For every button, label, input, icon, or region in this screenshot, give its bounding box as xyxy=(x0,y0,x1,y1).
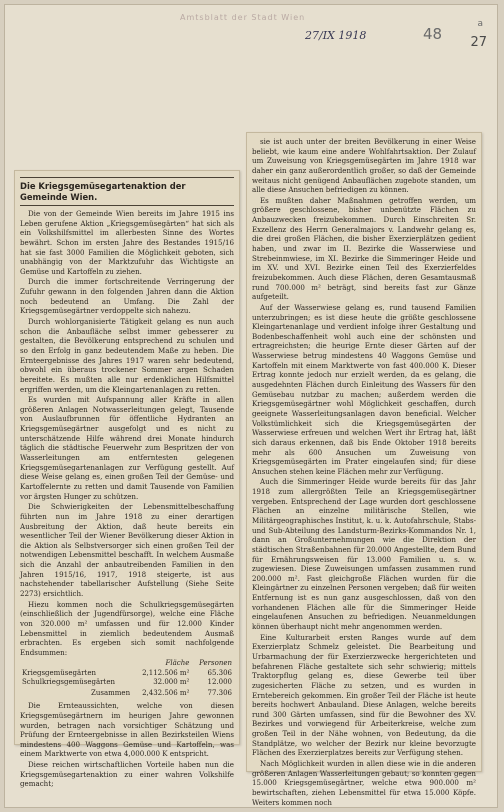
row-label: Schulkriegsgemüsegärten xyxy=(22,678,115,687)
table-row xyxy=(20,669,234,678)
paragraph: Eine Kulturarbeit ersten Ranges wurde auf dem Exerzierplatz Schmelz geleistet. Die Bearbeitung und Urbarmachung der für Exerzierzwecke hergerichteten und befahrenen Fläche gestaltete sich sehr schwierig; mittels Traktorpflug gelang es, diese Gewerbe teil über zugesicherten Fläche zu setzen, und es wurden in Erntebereich gekommen. Ein großer Teil der Fläche ist heute bereits hochwert Anbauland. Diese Anlagen, welche bereits rund 300 Gärten umfassen, sind für die Bewohner des XV. Bezirkes und vorwiegend für Arbeiterkreise, welche zum großen Teil in der Nähe wohnen, von Bedeutung, da die Standplätze, wo welcher der Bezirk nur kleine bevorzugte Flächen des Exerzierplatzes bereits zur Verfügung stehen. xyxy=(252,632,476,758)
article-headline: Die Kriegsgemüsegartenaktion der Gemeinde Wien. xyxy=(20,181,186,202)
newspaper-clipping-right xyxy=(246,132,482,807)
total-persons: 77.306 xyxy=(207,688,232,697)
paragraph: sie ist auch unter der breiten Bevölkerung in einer Weise beliebt, wie kaum eine andere Wohlfahrtsaktion. Der Zulauf um Zuweisung von Kriegsgemüsegärten im Jahre 1918 war daher ein ganz außerordentlich großer, so daß der Gemeinde weitaus nicht genügend Anbauflächen zugebote standen, um alle diese Ansuchen befriedigen zu können. xyxy=(252,137,476,195)
paragraph: Es wurden mit Aufspannung aller Kräfte in allen größeren Anlagen Notwasserleitungen gelegt, Tausende von Auslaufbrunnen für öffentliche Hydranten an Kriegsgemüsegärtner ausgefolgt und es nicht zu unterschätzende Hilfe während drei Monate hindurch täglich die städtische Feuerwehr zum Bespritzen der von Wasserleitungen am entferntesten gelegenen Kriegsgemüsegartenanlagen zur Verfügung gestellt. Auf diese Weise gelang es, einen großen Teil der Gemüse- und Kartoffelernte zu retten und damit Tausende von Familien vor ärgsten Hunger zu schützen. xyxy=(20,395,234,501)
table-row xyxy=(20,678,234,687)
table-total-row xyxy=(20,688,234,698)
newspaper-clipping-left xyxy=(14,170,240,789)
headline-rule-top xyxy=(20,177,234,178)
left-article-body xyxy=(20,209,234,657)
right-article-body xyxy=(252,137,476,807)
total-area: 2,432.506 m² xyxy=(142,688,190,697)
paragraph: Durch wohlorganisierte Tätigkeit gelang es nun auch schon die Anbaufläche selbst immer gebesserer zu gestalten, die Bevölkerung entsprechend zu schulen und so den Erfolg in ganz bedeutendem Maße zu heben. Die Ernteergebnisse des Jahres 1917 waren sehr bedeutend, obwohl ein überaus trockener Sommer argen Schaden bereitete. Es mußten alle nur erdenklichen Hilfsmittel ergriffen werden, um die Kleingartenanlagen zu retten. xyxy=(20,317,234,394)
paragraph: Die von der Gemeinde Wien bereits im Jahre 1915 ins Leben gerufene Aktion „Kriegsgemüsegärten“ hat sich als ein Volkshilfsmittel im allerbesten Sinne des Wortes bewährt. Schon im ersten Jahre des Bestandes 1915/16 hat sie fast 3000 Familien die Möglichkeit geboten, sich unabhängig von der Marktzufuhr das Wichtigste an Gemüse und Kartoffeln zu ziehen. xyxy=(20,209,234,276)
headline-rule-bottom xyxy=(20,205,234,206)
paragraph: Auf der Wasserwiese gelang es, rund tausend Familien unterzubringen; es ist diese heute die größte geschlossene Kleingartenanlage und verdient infolge ihrer Gestaltung und Bodenbeschaffenheit wohl auch eine der schönsten und ertragreichsten; die heurige Ernte dieser Gärten auf der Wasserwiese betrug mindestens 40 Waggons Gemüse und Kartoffeln mit einem Marktwerte von fast 400.000 K. Dieser Ertrag konnte jedoch nur erzielt werden, da es gelang, die ausgedehnten Flächen durch Einleitung des Wassers für den Gemüsebau nutzbar zu machen; außerdem werden die Kriegsgemüsegärtner wohl Möglichkeit geschaffen, durch geeignete Wasserleitungsanlagen davon beneficial. Welcher Volkstümlichkeit sich die Kriegsgemüsegärten der Wasserwiese erfreuen und welchen Wert ihr Ertrag hat, läßt sich daraus erkennen, daß bis Ende Oktober 1918 bereits mehr als 600 Ansuchen um Zuweisung von Kriegsgemüsegärten im Prater eingelaufen sind; für diese Ansuchen stehen keine Flächen mehr zur Verfügung. xyxy=(252,302,476,476)
paragraph: Es mußten daher Maßnahmen getroffen werden, um größere geschlossene, bisher unbenützte Flächen zu Anbauzwecken freizubekommen. Durch Einschreiten Sr. Exzellenz des Herrn Generalmajors v. Landwehr gelang es, die drei großen Flächen, die bisher Exerzierplätzen gedient haben, und zwar im II. Bezirke die Wasserwiese und Strebeinmwiese, im XI. Bezirke die Simmeringer Heide und im XV. und XVI. Bezirke einen Teil des Exerzierfeldes freizubekommen. Auch diese Flächen, deren Gesamtausmaß rund 700.000 m² beträgt, sind bereits fast zur Gänze aufgeteilt. xyxy=(252,195,476,302)
left-article-closing xyxy=(20,701,234,789)
paragraph: Die Schwierigkeiten der Lebensmittelbeschaffung führten nun im Jahre 1918 zu einer derartigen Ausbreitung der Aktion, daß heute bereits ein wesentlicher Teil der Wiener Bevölkerung dieser Aktion in die Aktion als Selbstversorger sich einen großen Teil der notwendigen Lebensmittel beschafft. In welchem Ausmaße sich die Anzahl der anbautreibenden Familien in den Jahren 1915/16, 1917, 1918 steigerte, ist aus nachstehender tabellarischer Aufstellung (Siehe Seite 2273) ersichtlich. xyxy=(20,502,234,598)
row-persons: 12.000 xyxy=(207,678,232,687)
table-header-row xyxy=(20,659,234,668)
row-label: Kriegsgemüsegärten xyxy=(22,668,96,677)
paragraph: Auch die Simmeringer Heide wurde bereits für das Jahr 1918 zum allergrößten Teile an Kriegsgemüsegärtner vergeben. Entsprechend der Lage wurden dort geschlossene Flächen an einzelne militärische Stellen, wie Militärgeographisches Institut, k. u. k. Autofahrschule, Stabs- und Sub-Abteilung des Landsturm-Bezirks-Kommandos Nr. 1, dann an Großunternehmungen wie die Direktion der städtischen Straßenbahnen für 20.000 Angestellte, dem Bund für Ernährungsweisen für 13.000 Familien u. s. w. zugewiesen. Diese Zuweisungen umfassen zusammen rund 200.000 m². Fast gleichgroße Flächen wurden für die Kleingärtner zu einzelnen Personen vergeben; daß für weiten Entfernung ist es nun ganz ausgeschlossen, daß von den vorhandenen Flächen alle für die Simmeringer Heide eingelaufenen Ansuchen zu befriedigen. Neuanmeldungen können überhaupt nicht mehr angenommen werden. xyxy=(252,477,476,632)
corner-mark-b: 27 xyxy=(470,35,487,50)
paragraph: Hiezu kommen noch die Schulkriegsgemüsegärten (einschließlich der Jugendfürsorge), welche eine Fläche von 320.000 m² umfassen und für 12.000 Kinder Lebensmittel in ziemlich bedeutendem Ausmaß erbrachten. Es ergeben sich somit nachfolgende Endsummen: xyxy=(20,599,234,657)
archive-stamp: Amtsblatt der Stadt Wien xyxy=(180,13,306,22)
row-persons: 65.306 xyxy=(207,668,232,677)
garden-summary-table xyxy=(20,659,234,698)
paragraph: Nach Möglichkeit wurden in allen diese wie in die anderen größeren Anlagen Wasserleitungen gebaut; so konnten gegen 15.000 Kriegsgemüsegärtner, welche etwa 900.000 m² bewirtschaften, ziehen Lebensmittel für etwa 15.000 Köpfe. Weiters kommen noch xyxy=(252,759,476,807)
column-header-persons: Personen xyxy=(199,659,232,668)
paragraph: Diese reichen wirtschaftlichen Vorteile haben nun die Kriegsgemüsegartenaktion zu einer wahren Volkshilfe gemacht; xyxy=(20,760,234,789)
row-area: 32.000 m² xyxy=(153,678,190,687)
total-label: Zusammen xyxy=(91,688,131,697)
corner-mark-a: a xyxy=(477,19,483,29)
paragraph: Durch die immer fortschreitende Verringerung der Zufuhr gewann in den folgenden Jahren dann die Aktion noch bedeutend an Umfang. Die Zahl der Kriegsgemüsegärtner verdoppelte sich nahezu. xyxy=(20,277,234,316)
handwritten-date: 27/IX 1918 xyxy=(305,29,367,42)
row-area: 2,112.506 m² xyxy=(142,668,190,677)
column-header-area: Fläche xyxy=(165,659,190,668)
handwritten-page-number: 48 xyxy=(423,25,443,43)
paragraph: Die Ernteaussichten, welche von diesen Kriegsgemüsegärtnern im heurigen Jahre gewonnen wurden, betragen nach vorsichtiger Schätzung und Prüfung der Ernteergebnisse in allen Bezirksteilen Wiens mindestens 400 Waggons Gemüse und Kartoffeln, was einem Marktwerte von etwa 4,000.000 K entspricht. xyxy=(20,701,234,759)
